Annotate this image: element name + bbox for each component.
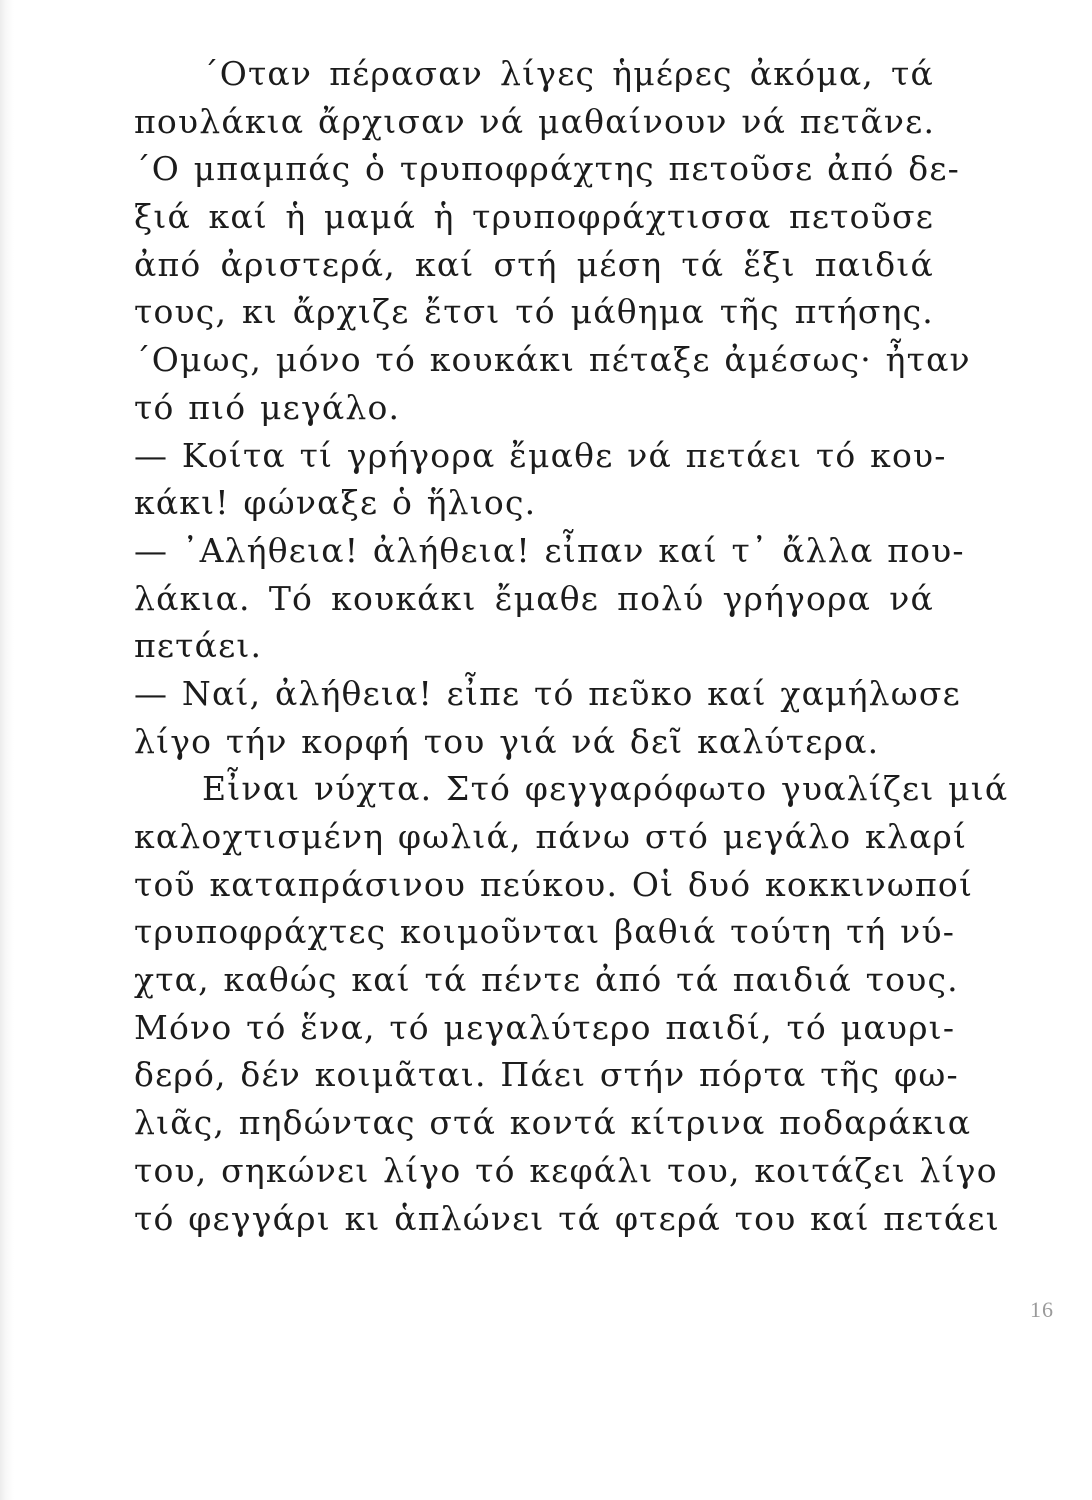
text-line: ἀπό ἀριστερά, καί στή μέση τά ἕξι παιδιά <box>134 244 934 284</box>
text-line: λάκια. Τό κουκάκι ἔμαθε πολύ γρήγορα νά <box>134 578 934 618</box>
text-line: Εἶναι νύχτα. Στό φεγγαρόφωτο γυαλίζει μιά <box>202 769 1009 809</box>
text-line: χτα, καθώς καί τά πέντε ἀπό τά παιδιά τους. <box>134 960 959 1000</box>
text-line: πουλάκια ἄρχισαν νά μαθαίνουν νά πετᾶνε. <box>134 101 936 141</box>
text-line: — Κοίτα τί γρήγορα ἔμαθε νά πετάει τό κου- <box>134 435 947 475</box>
text-line: ξιά καί ἡ μαμά ἡ τρυποφράχτισσα πετοῦσε <box>134 197 934 237</box>
body-text <box>134 50 1009 1242</box>
text-line: τοῦ καταπράσινου πεύκου. Οἱ δυό κοκκινωποί <box>134 864 974 904</box>
text-line: τό πιό μεγάλο. <box>134 387 401 427</box>
text-line: δερό, δέν κοιμᾶται. Πάει στήν πόρτα τῆς φω- <box>134 1055 959 1095</box>
text-line: κάκι! φώναξε ὁ ἥλιος. <box>134 483 537 523</box>
text-line: Μόνο τό ἕνα, τό μεγαλύτερο παιδί, τό μαυρι- <box>134 1007 956 1047</box>
text-line: — Ναί, ἀλήθεια! εἶπε τό πεῦκο καί χαμήλωσε <box>134 673 961 713</box>
text-line: λίγο τήν κορφή του γιά νά δεῖ καλύτερα. <box>134 721 880 761</box>
text-line: τό φεγγάρι κι ἁπλώνει τά φτερά του καί πετάει <box>134 1198 1000 1238</box>
text-line: καλοχτισμένη φωλιά, πάνω στό μεγάλο κλαρί <box>134 817 968 856</box>
text-line: ΄Οταν πέρασαν λίγες ἡμέρες ἀκόμα, τά <box>202 54 934 93</box>
text-line: τους, κι ἄρχιζε ἔτσι τό μάθημα τῆς πτήσης. <box>134 292 934 332</box>
text-line: ΄Ομως, μόνο τό κουκάκι πέταξε ἀμέσως· ἦταν <box>134 340 971 380</box>
text-line: του, σηκώνει λίγο τό κεφάλι του, κοιτάζει λίγο <box>134 1150 998 1190</box>
text-line: λιᾶς, πηδώντας στά κοντά κίτρινα ποδαράκια <box>134 1103 972 1143</box>
text-line: — ᾽Αλήθεια! ἀλήθεια! εἶπαν καί τ᾽ ἄλλα που- <box>134 530 965 570</box>
text-line: πετάει. <box>134 626 263 666</box>
text-line: ΄Ο μπαμπάς ὁ τρυποφράχτης πετοῦσε ἀπό δε- <box>134 149 961 189</box>
page-number: 16 <box>1030 1297 1054 1322</box>
text-line: τρυποφράχτες κοιμοῦνται βαθιά τούτη τή νύ- <box>134 912 956 952</box>
